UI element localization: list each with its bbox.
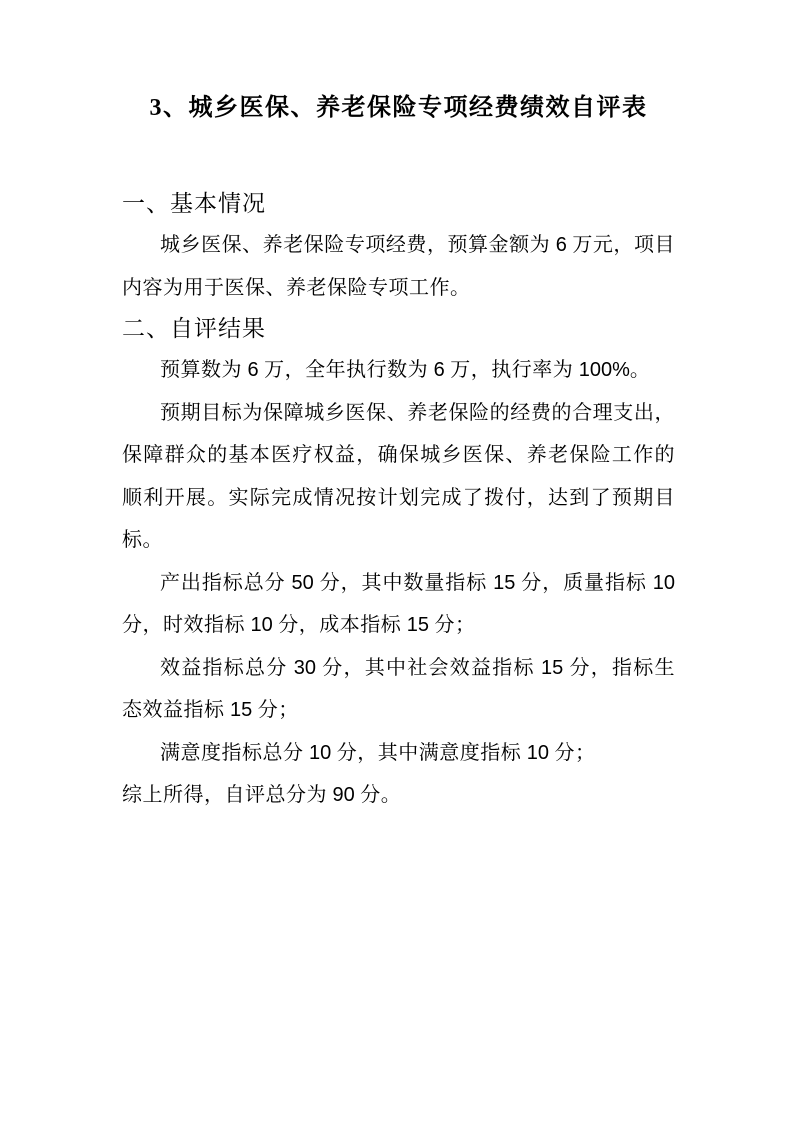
numeric-value: 30	[293, 656, 316, 679]
section-self-evaluation-heading: 二、自评结果	[122, 316, 266, 341]
numeric-value: 10	[526, 741, 549, 764]
numeric-value: 15	[541, 656, 564, 679]
numeric-value: 100%	[578, 359, 630, 381]
numeric-value: 15	[406, 614, 429, 636]
numeric-value: 15	[493, 571, 516, 594]
section-basic-info-heading: 一、基本情况	[122, 191, 266, 216]
paragraph: 城乡医保、养老保险专项经费，预算金额为 6 万元，项目内容为用于医保、养老保险专项工作。	[122, 234, 676, 299]
numeric-value: 6	[247, 359, 259, 381]
numeric-value: 90	[332, 784, 355, 806]
numeric-value: 10	[309, 741, 332, 764]
document-title: 3、城乡医保、养老保险专项经费绩效自评表	[149, 95, 648, 121]
numeric-value: 10	[652, 571, 676, 594]
paragraph: 综上所得，自评总分为 90 分。	[122, 784, 402, 806]
numeric-value: 6	[433, 359, 445, 381]
numeric-value: 15	[230, 699, 253, 721]
section-basic-info	[122, 184, 675, 309]
section-basic-info-body	[122, 224, 675, 309]
paragraph: 满意度指标总分 10 分，其中满意度指标 10 分；	[160, 741, 596, 764]
numeric-value: 50	[291, 571, 314, 594]
paragraph: 产出指标总分 50 分，其中数量指标 15 分，质量指标 10 分，时效指标 10 分，成本指标 15 分；	[122, 571, 676, 636]
section-self-evaluation-body	[122, 349, 675, 817]
numeric-value: 6	[555, 234, 567, 256]
numeric-value: 10	[250, 614, 273, 636]
paragraph: 预算数为 6 万，全年执行数为 6 万，执行率为 100%。	[160, 359, 651, 381]
paragraph: 效益指标总分 30 分，其中社会效益指标 15 分，指标生态效益指标 15 分；	[122, 656, 675, 721]
section-self-evaluation	[122, 309, 675, 817]
paragraph: 预期目标为保障城乡医保、养老保险的经费的合理支出，保障群众的基本医疗权益，确保城乡医保、养老保险工作的顺利开展。实际完成情况按计划完成了拨付，达到了预期目标。	[122, 401, 675, 551]
